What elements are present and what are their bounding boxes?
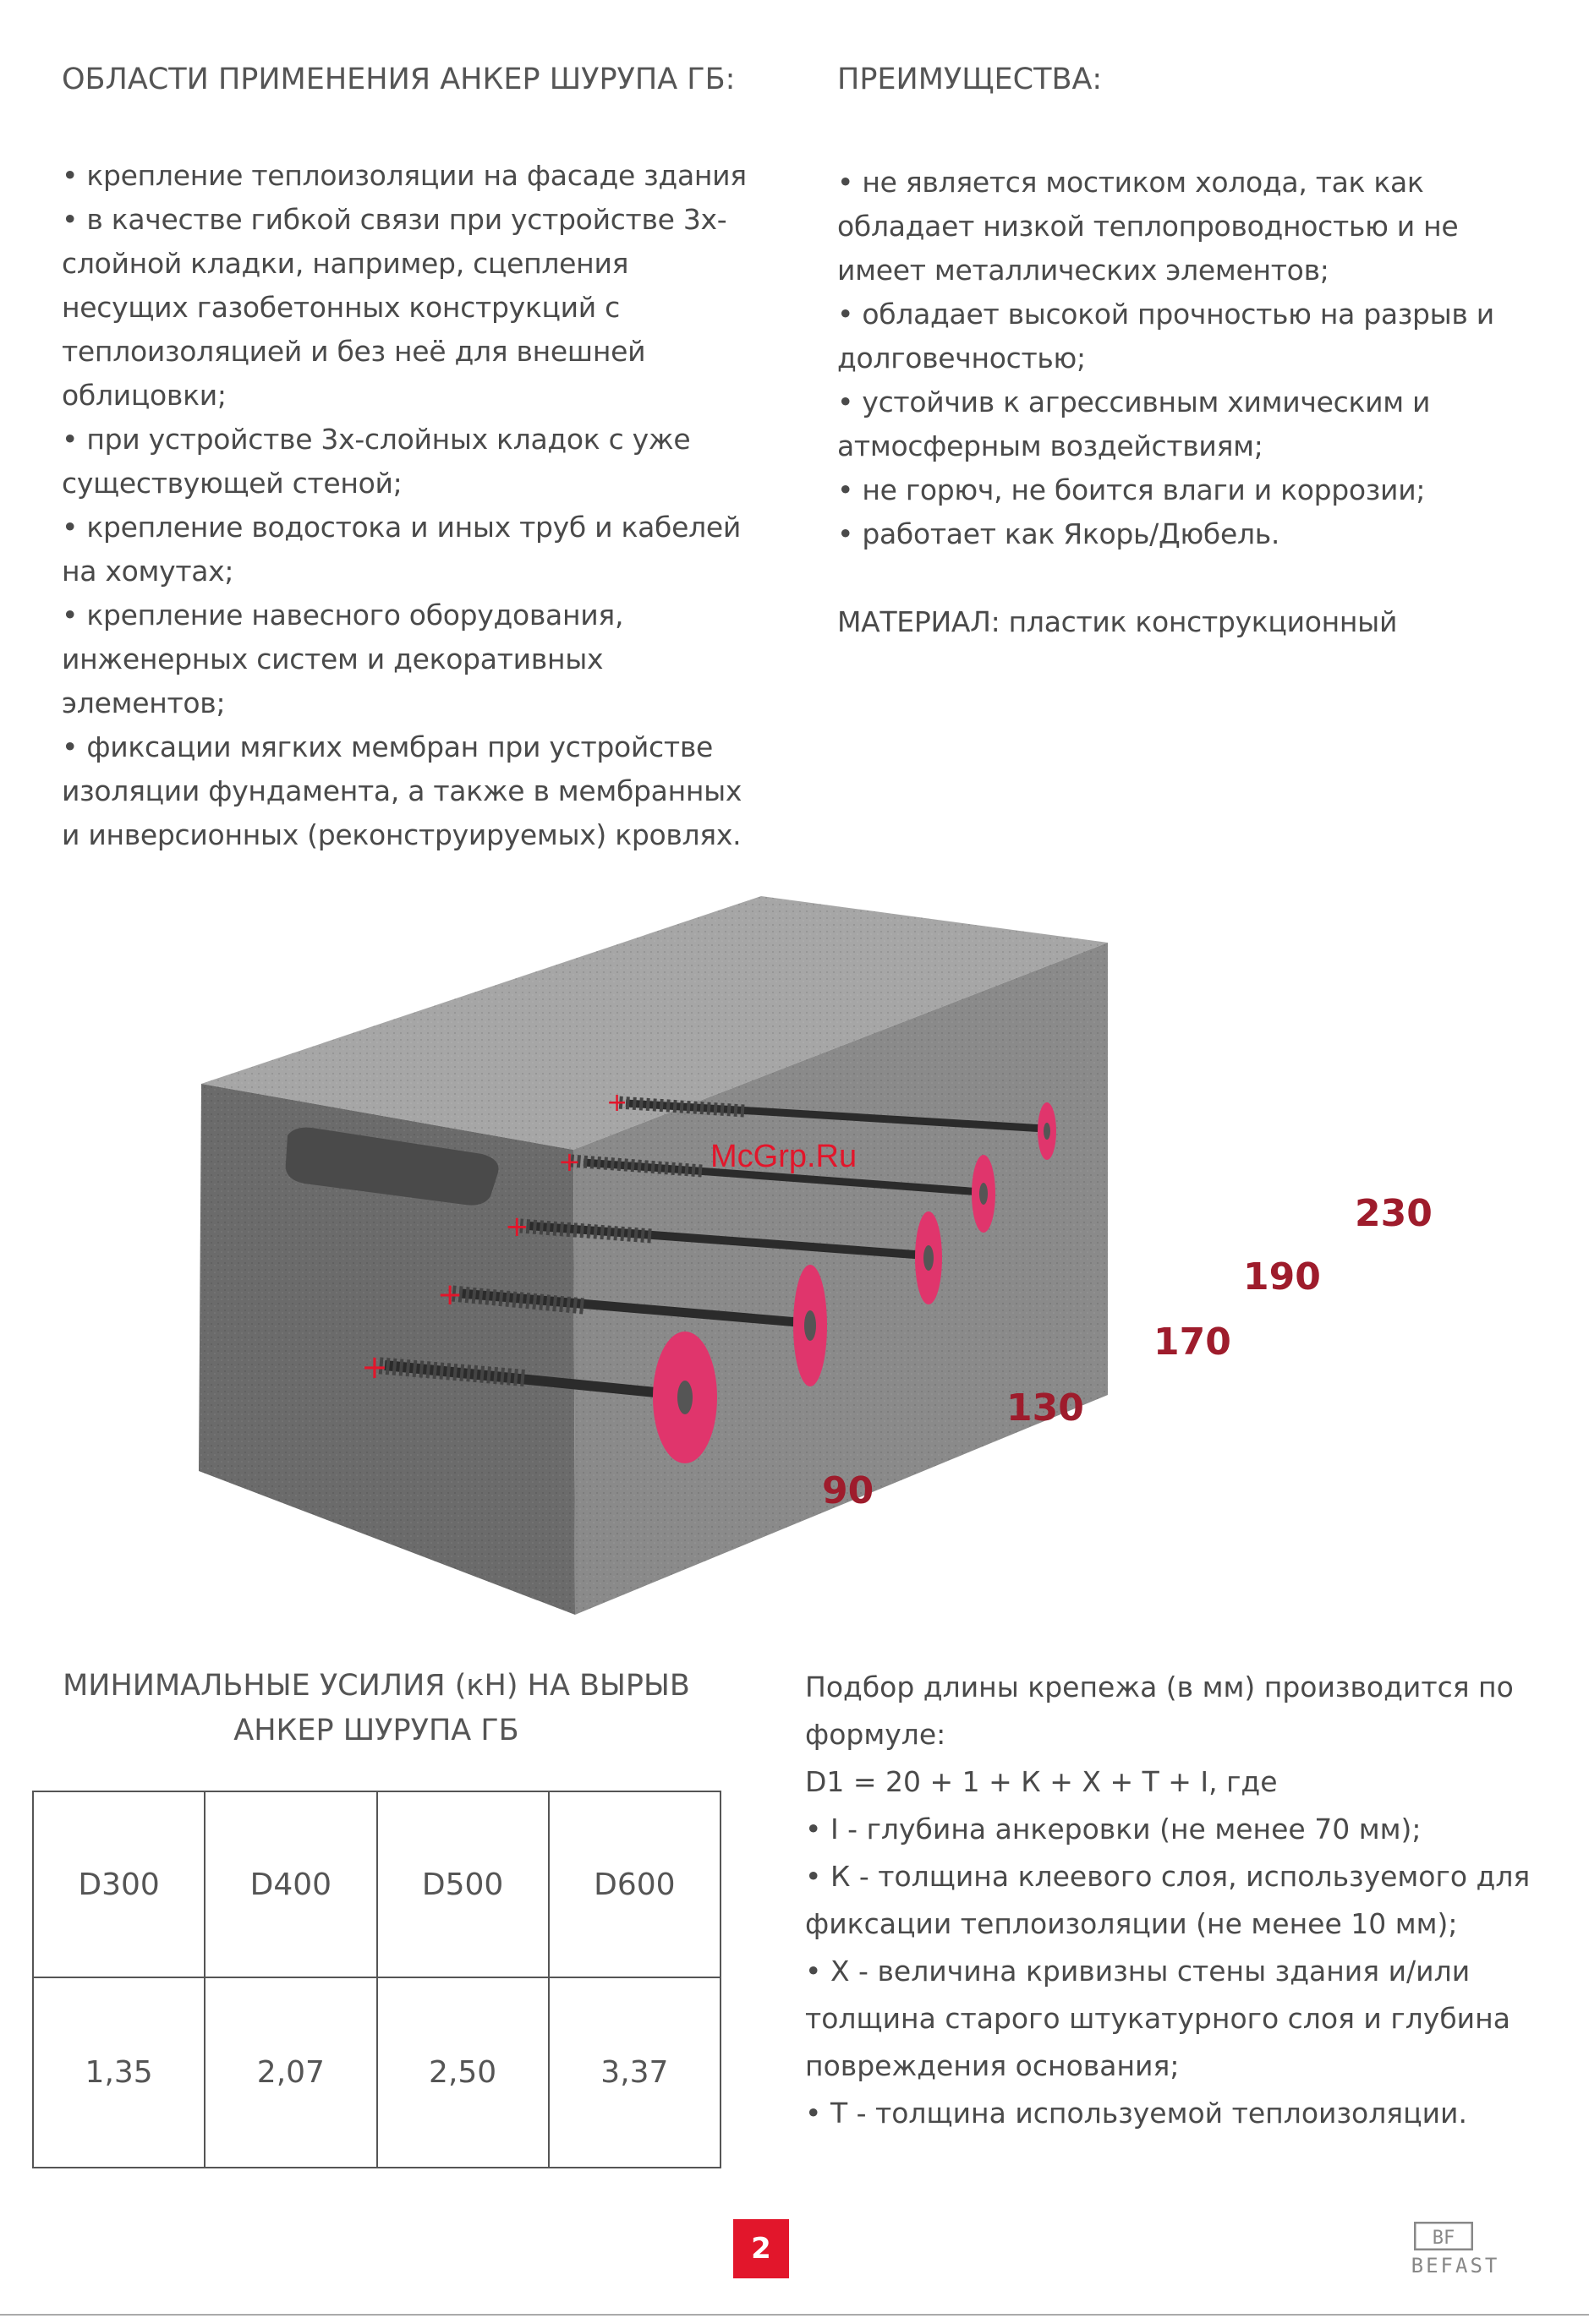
advantages-item: • устойчив к агрессивным химическим и атмосферным воздействиям; bbox=[837, 386, 1431, 462]
table-cell: 3,37 bbox=[549, 1977, 721, 2168]
formula-item: • Х - величина кривизны стены здания и/или толщина старого штукатурного слоя и глубина повреждения основания; bbox=[805, 1955, 1510, 2082]
formula-intro: Подбор длины крепежа (в мм) производится по формуле: bbox=[805, 1671, 1514, 1751]
svg-text:+: + bbox=[505, 1210, 529, 1244]
applications-item: • крепление навесного оборудования, инженерных систем и декоративных элементов; bbox=[62, 599, 624, 719]
page-number-badge: 2 bbox=[733, 2219, 789, 2278]
advantages-item: • обладает высокой прочностью на разрыв и долговечностью; bbox=[837, 298, 1494, 375]
befast-logo bbox=[1384, 2222, 1527, 2281]
advantages-item: • работает как Якорь/Дюбель. bbox=[837, 517, 1280, 550]
formula-item: • Т - толщина используемой теплоизоляции. bbox=[805, 2097, 1467, 2130]
svg-text:+: + bbox=[361, 1348, 388, 1386]
applications-section bbox=[62, 57, 755, 857]
bottom-divider bbox=[0, 2314, 1589, 2316]
table-cell: 2,07 bbox=[205, 1977, 376, 2168]
table-cell: 1,35 bbox=[33, 1977, 205, 2168]
table-header-cell: D300 bbox=[33, 1791, 205, 1977]
advantages-heading: ПРЕИМУЩЕСТВА: bbox=[837, 63, 1103, 96]
applications-item: • крепление теплоизоляции на фасаде здания bbox=[62, 159, 747, 192]
advantages-item: • не является мостиком холода, так как обладает низкой теплопроводностью и не имеет металлических элементов; bbox=[837, 166, 1459, 287]
pullout-force-table bbox=[32, 1791, 721, 2168]
anchor-label-90: 90 bbox=[822, 1469, 874, 1512]
formula-section bbox=[805, 1664, 1566, 2137]
logo-text: BEFAST bbox=[1411, 2254, 1500, 2278]
svg-text:+: + bbox=[606, 1088, 628, 1118]
advantages-item: • не горюч, не боится влаги и коррозии; bbox=[837, 473, 1426, 506]
pullout-title-line: МИНИМАЛЬНЫЕ УСИЛИЯ (кН) НА ВЫРЫВ bbox=[63, 1669, 690, 1703]
watermark-text: McGrp.Ru bbox=[710, 1139, 858, 1174]
advantages-list bbox=[837, 161, 1531, 556]
applications-item: • крепление водостока и иных труб и кабелей на хомутах; bbox=[62, 511, 742, 588]
applications-heading: ОБЛАСТИ ПРИМЕНЕНИЯ АНКЕР ШУРУПА ГБ: bbox=[62, 63, 736, 96]
svg-text:+: + bbox=[437, 1277, 463, 1312]
table-header-cell: D500 bbox=[377, 1791, 549, 1977]
applications-item: • в качестве гибкой связи при устройстве 3х-слойной кладки, например, сцепления несущих газобетонных конструкций с теплоизоляцией и без неё для внешней облицовки; bbox=[62, 203, 727, 412]
table-header-cell: D400 bbox=[205, 1791, 376, 1977]
formula-item: • I - глубина анкеровки (не менее 70 мм); bbox=[805, 1813, 1422, 1846]
logo-mark-text: BF bbox=[1432, 2228, 1455, 2249]
table-cell: 2,50 bbox=[377, 1977, 549, 2168]
applications-item: • фиксации мягких мембран при устройстве изоляции фундамента, а также в мембранных и инверсионных (реконструируемых) кровлях. bbox=[62, 730, 742, 851]
anchor-label-130: 130 bbox=[1006, 1386, 1084, 1430]
formula-item: • К - толщина клеевого слоя, используемого для фиксации теплоизоляции (не менее 10 мм); bbox=[805, 1860, 1531, 1940]
formula-list bbox=[805, 1806, 1566, 2137]
befast-logo-icon bbox=[1414, 2222, 1473, 2250]
anchor-label-170: 170 bbox=[1153, 1321, 1231, 1364]
applications-item: • при устройстве 3х-слойных кладок с уже существующей стеной; bbox=[62, 423, 691, 500]
svg-text:+: + bbox=[558, 1146, 581, 1178]
applications-list bbox=[62, 154, 755, 857]
table-row bbox=[33, 1977, 721, 2168]
anchor-label-230: 230 bbox=[1355, 1192, 1433, 1235]
anchor-label-190: 190 bbox=[1243, 1255, 1321, 1299]
block-illustration bbox=[169, 896, 1589, 1632]
pullout-title-line: АНКЕР ШУРУПА ГБ bbox=[233, 1714, 519, 1747]
formula-equation: D1 = 20 + 1 + К + Х + Т + I, где bbox=[805, 1765, 1278, 1798]
pullout-table-title bbox=[34, 1664, 719, 1753]
table-header-row bbox=[33, 1791, 721, 1977]
advantages-section bbox=[837, 57, 1531, 644]
material-line: МАТЕРИАЛ: пластик конструкционный bbox=[837, 605, 1398, 638]
table-header-cell: D600 bbox=[549, 1791, 721, 1977]
